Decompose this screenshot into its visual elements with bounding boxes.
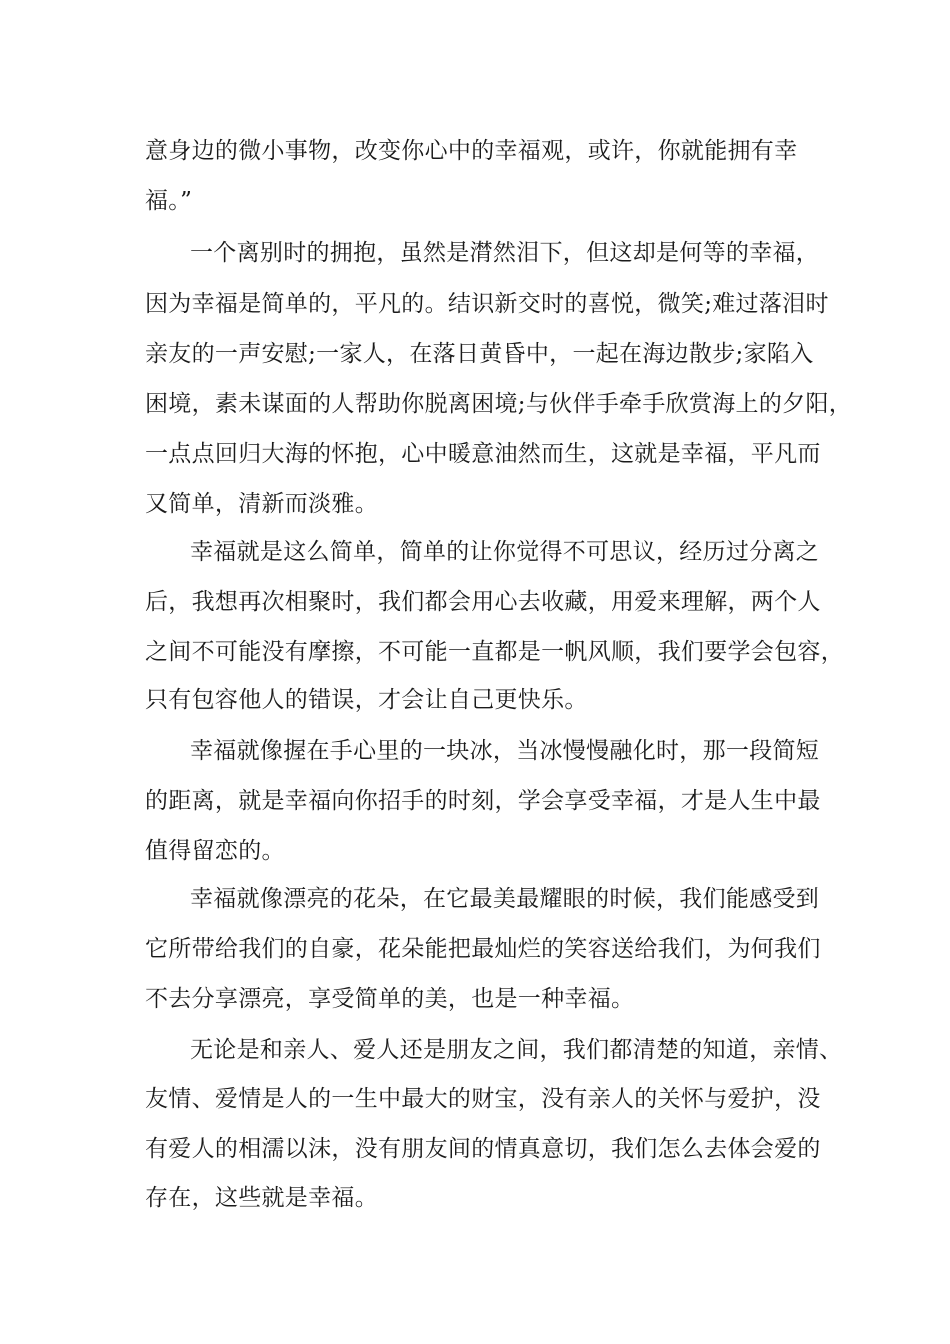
text-line: 一点点回归大海的怀抱，心中暖意油然而生，这就是幸福，平凡而 <box>145 441 821 467</box>
text-line: 幸福就像握在手心里的一块冰，当冰慢慢融化时，那一段简短 <box>190 738 820 764</box>
text-line: 的距离，就是幸福向你招手的时刻，学会享受幸福，才是人生中最 <box>145 788 821 814</box>
text-line: 意身边的微小事物，改变你心中的幸福观，或许，你就能拥有幸 <box>145 138 798 164</box>
text-line: 有爱人的相濡以沫，没有朋友间的情真意切，我们怎么去体会爱的 <box>145 1136 821 1162</box>
text-line: 幸福就是这么简单，简单的让你觉得不可思议，经历过分离之 <box>190 539 820 565</box>
text-line: 之间不可能没有摩擦，不可能一直都是一帆风顺，我们要学会包容， <box>145 639 844 665</box>
text-line: 困境，素未谋面的人帮助你脱离困境;与伙伴手牵手欣赏海上的夕阳， <box>145 391 853 417</box>
text-line: 福。” <box>145 188 193 214</box>
text-line: 又简单，清新而淡雅。 <box>145 491 378 517</box>
text-line: 友情、爱情是人的一生中最大的财宝，没有亲人的关怀与爱护，没 <box>145 1086 821 1112</box>
text-line: 后，我想再次相聚时，我们都会用心去收藏，用爱来理解，两个人 <box>145 589 821 615</box>
text-line: 因为幸福是简单的，平凡的。结识新交时的喜悦，微笑;难过落泪时 <box>145 291 829 317</box>
text-line: 存在，这些就是幸福。 <box>145 1185 378 1211</box>
text-line: 值得留恋的。 <box>145 838 285 864</box>
text-line: 无论是和亲人、爱人还是朋友之间，我们都清楚的知道，亲情、 <box>190 1037 843 1063</box>
text-line: 亲友的一声安慰;一家人，在落日黄昏中，一起在海边散步;家陷入 <box>145 341 814 367</box>
text-line: 幸福就像漂亮的花朵，在它最美最耀眼的时候，我们能感受到 <box>190 886 820 912</box>
text-line: 它所带给我们的自豪，花朵能把最灿烂的笑容送给我们，为何我们 <box>145 936 821 962</box>
text-line: 不去分享漂亮，享受简单的美，也是一种幸福。 <box>145 986 635 1012</box>
text-line: 一个离别时的拥抱，虽然是潸然泪下，但这却是何等的幸福， <box>190 240 820 266</box>
text-line: 只有包容他人的错误，才会让自己更快乐。 <box>145 687 588 713</box>
